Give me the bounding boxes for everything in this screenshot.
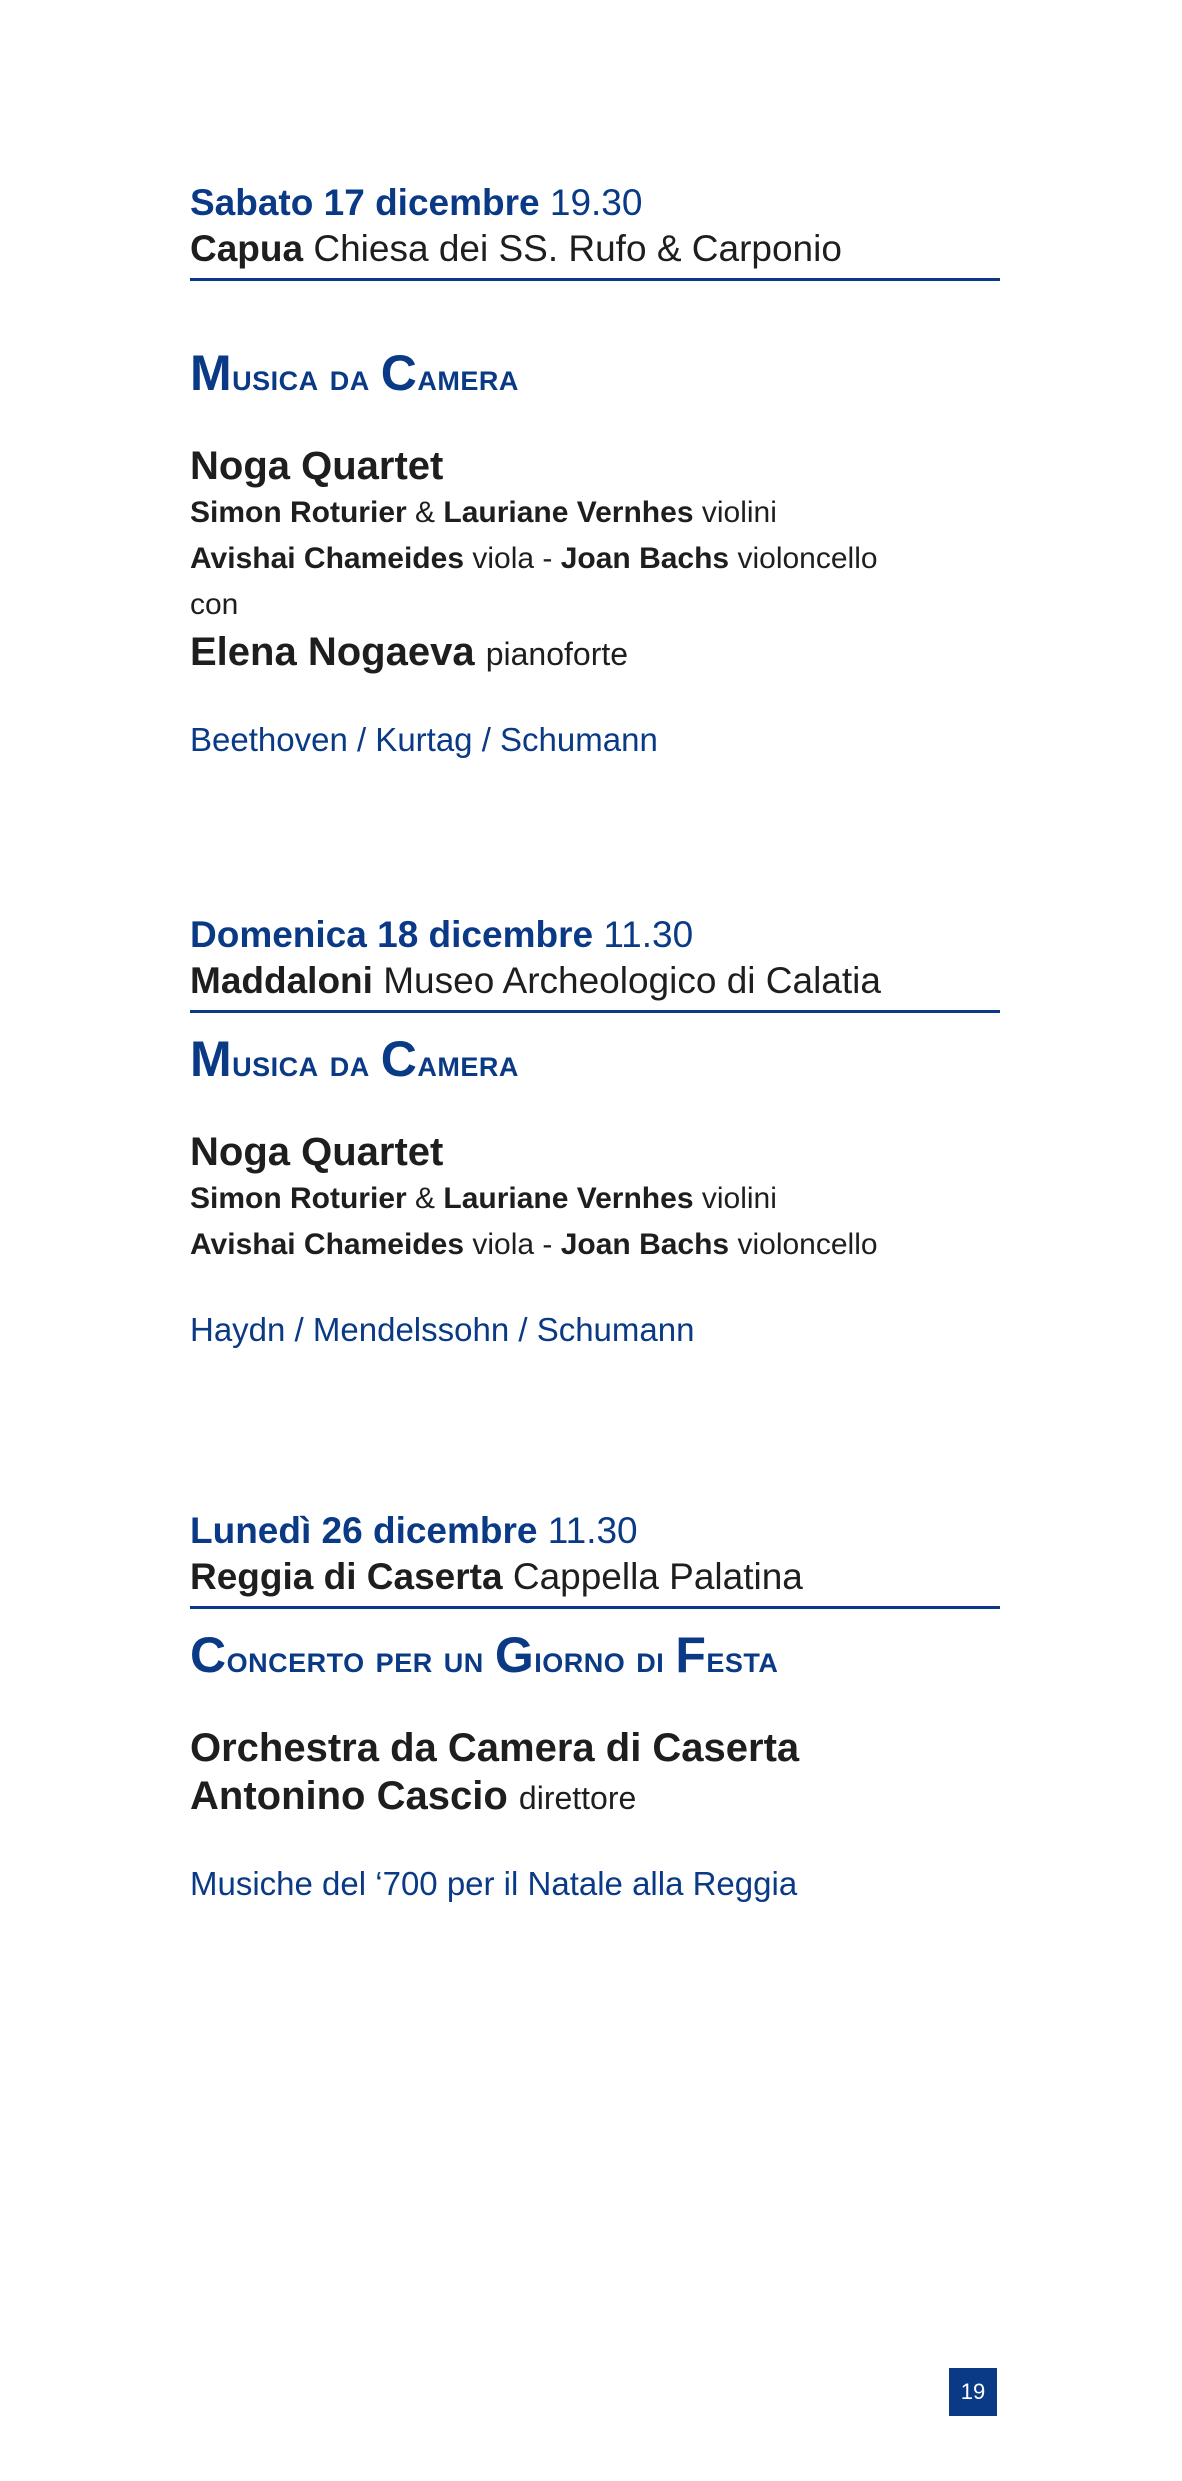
performers-line-1: Simon Roturier & Lauriane Vernhes violini — [190, 1182, 777, 1215]
divider — [190, 1606, 1000, 1609]
event-venue: Chiesa dei SS. Rufo & Carponio — [313, 228, 842, 269]
performers-line-2: Avishai Chameides viola - Joan Bachs violoncello — [190, 542, 878, 575]
event-location — [190, 1554, 1000, 1600]
ensemble-name: Noga Quartet — [190, 1130, 444, 1174]
event-date — [190, 180, 1000, 226]
divider — [190, 278, 1000, 281]
event-venue: Museo Archeologico di Calatia — [383, 960, 881, 1001]
event-time: 11.30 — [603, 914, 694, 955]
event-2 — [190, 912, 1000, 1352]
event-time: 11.30 — [547, 1510, 638, 1551]
event-location — [190, 958, 1000, 1004]
divider — [190, 1010, 1000, 1013]
event-location — [190, 226, 1000, 272]
event-date — [190, 1508, 1000, 1554]
event-day: Sabato 17 dicembre — [190, 182, 540, 223]
section-title: Musica da Camera — [190, 1031, 519, 1087]
page-number: 19 — [949, 2368, 997, 2416]
section-title: Musica da Camera — [190, 345, 519, 401]
ensemble-name: Noga Quartet — [190, 444, 444, 488]
event-city: Capua — [190, 228, 304, 269]
performers-line-1: Simon Roturier & Lauriane Vernhes violini — [190, 496, 777, 529]
conductor: Antonino Cascio direttore — [190, 1774, 637, 1818]
event-venue: Cappella Palatina — [512, 1556, 803, 1597]
program: Haydn / Mendelssohn / Schumann — [190, 1311, 695, 1348]
event-day: Lunedì 26 dicembre — [190, 1510, 538, 1551]
section-title: Concerto per un Giorno di Festa — [190, 1627, 779, 1683]
ensemble-name: Orchestra da Camera di Caserta — [190, 1726, 800, 1770]
event-time: 19.30 — [549, 182, 643, 223]
event-city: Reggia di Caserta — [190, 1556, 503, 1597]
program: Beethoven / Kurtag / Schumann — [190, 721, 658, 758]
performers-line-2: Avishai Chameides viola - Joan Bachs violoncello — [190, 1228, 878, 1261]
event-date — [190, 912, 1000, 958]
event-day: Domenica 18 dicembre — [190, 914, 594, 955]
program: Musiche del ‘700 per il Natale alla Reggia — [190, 1865, 798, 1902]
event-city: Maddaloni — [190, 960, 373, 1001]
event-3 — [190, 1508, 1000, 1906]
con-label: con — [190, 588, 239, 621]
event-1 — [190, 180, 1000, 762]
soloist: Elena Nogaeva pianoforte — [190, 630, 629, 674]
